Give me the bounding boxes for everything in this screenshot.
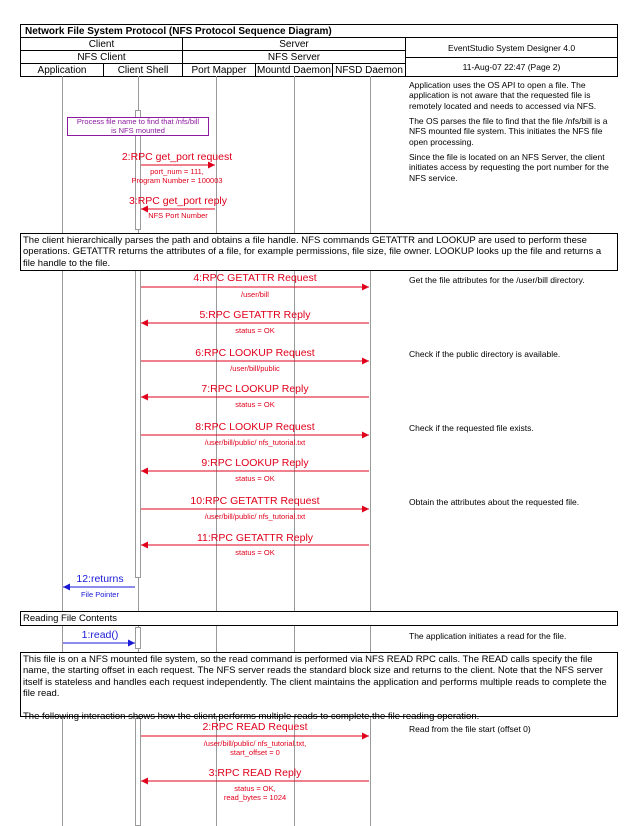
msg-label-m10: 10:RPC GETATTR Request xyxy=(190,495,320,507)
subgroup-nfs-server: NFS Server xyxy=(182,50,406,64)
msg-params-m7: status = OK xyxy=(235,400,275,409)
entity-mountd-daemon: Mountd Daemon xyxy=(255,63,333,77)
msg-label-m7: 7:RPC LOOKUP Reply xyxy=(201,383,309,395)
block-path-parsing: The client hierarchically parses the path and obtains a file handle. NFS commands GETATTR and LOOKUP are used to perform these operations. GETATTR returns the attributes of a file, for example permissions, file size, file owner. LOOKUP looks up the file and returns a file handle to the file. xyxy=(20,233,618,271)
msg-params-m3: NFS Port Number xyxy=(148,211,208,220)
msg-params-m2-read: /user/bill/public/ nfs_tutorial.txt, start_offset = 0 xyxy=(203,739,307,757)
block-reading-file-contents: Reading File Contents xyxy=(20,611,618,626)
msg-label-m1-read: 1:read() xyxy=(81,629,119,641)
msg-params-m5: status = OK xyxy=(235,326,275,335)
date-stamp: 11-Aug-07 22:47 (Page 2) xyxy=(405,57,618,77)
msg-params-m8: /user/bill/public/ nfs_tutorial.txt xyxy=(204,438,306,447)
entity-nfsd-daemon: NFSD Daemon xyxy=(332,63,406,77)
block-read-explanation-followup: The following interaction shows how the client performs multiple reads to complete the file reading operation. xyxy=(23,710,480,722)
remark-lookup-dir: Check if the public directory is available. xyxy=(409,349,561,359)
tool-name: EventStudio System Designer 4.0 xyxy=(405,37,618,58)
remark-open-file: Application uses the OS API to open a file. The application is not aware that the requested file is remotely located and needs to accessed via NFS. xyxy=(409,80,597,111)
msg-params-m12: File Pointer xyxy=(81,590,119,599)
group-client: Client xyxy=(20,37,183,51)
entity-client-shell: Client Shell xyxy=(103,63,183,77)
subgroup-nfs-client: NFS Client xyxy=(20,50,183,64)
diagram-title: Network File System Protocol (NFS Protocol Sequence Diagram) xyxy=(20,24,618,38)
msg-label-m11: 11:RPC GETATTR Reply xyxy=(196,532,314,544)
msg-params-m6: /user/bill/public xyxy=(230,364,280,373)
remark-getattr-file: Obtain the attributes about the requested file. xyxy=(409,497,580,507)
msg-label-m2: 2:RPC get_port request xyxy=(121,151,233,163)
group-server: Server xyxy=(182,37,406,51)
msg-label-m12: 12:returns xyxy=(76,573,124,585)
msg-params-m3-read: status = OK, read_bytes = 1024 xyxy=(223,784,287,802)
remark-read: The application initiates a read for the file. xyxy=(409,631,567,641)
entity-port-mapper: Port Mapper xyxy=(182,63,256,77)
remark-parse-file: The OS parses the file to find that the file /nfs/bill is a NFS mounted file system. This initiates the NFS file open processing. xyxy=(409,116,608,147)
msg-params-m2: port_num = 111, Program Number = 100003 xyxy=(131,167,223,185)
msg-params-m10: /user/bill/public/ nfs_tutorial.txt xyxy=(204,512,306,521)
msg-label-m3-read: 3:RPC READ Reply xyxy=(208,767,302,779)
msg-label-m2-read: 2:RPC READ Request xyxy=(202,721,308,733)
remark-lookup-file: Check if the requested file exists. xyxy=(409,423,534,433)
block-read-explanation-text: This file is on a NFS mounted file system, so the read command is performed via NFS READ RPC calls. The READ calls specify the file name, the starting offset in each request. The NFS server reads the standard block size and returns to the client. Note that the NFS server itself is stateless and handles each request independently. The client maintains the application and performs multiple reads to complete the file read. xyxy=(23,654,607,700)
remark-read-offset: Read from the file start (offset 0) xyxy=(409,724,531,734)
msg-label-m9: 9:RPC LOOKUP Reply xyxy=(201,457,309,469)
msg-params-m11: status = OK xyxy=(235,548,275,557)
entity-application: Application xyxy=(20,63,104,77)
msg-label-m5: 5:RPC GETATTR Reply xyxy=(199,309,311,321)
msg-label-m4: 4:RPC GETATTR Request xyxy=(193,272,317,284)
action-process-file-name: Process file name to find that /nfs/bill is NFS mounted xyxy=(67,117,209,136)
msg-label-m3: 3:RPC get_port reply xyxy=(128,195,228,207)
block-read-explanation xyxy=(20,652,618,722)
remark-getattr: Get the file attributes for the /user/bill directory. xyxy=(409,275,585,285)
remark-request-port: Since the file is located on an NFS Server, the client initiates access by requesting the port number for the NFS service. xyxy=(409,152,609,183)
msg-label-m6: 6:RPC LOOKUP Request xyxy=(195,347,315,359)
msg-params-m9: status = OK xyxy=(235,474,275,483)
msg-label-m8: 8:RPC LOOKUP Request xyxy=(195,421,315,433)
msg-params-m4: /user/bill xyxy=(241,290,269,299)
